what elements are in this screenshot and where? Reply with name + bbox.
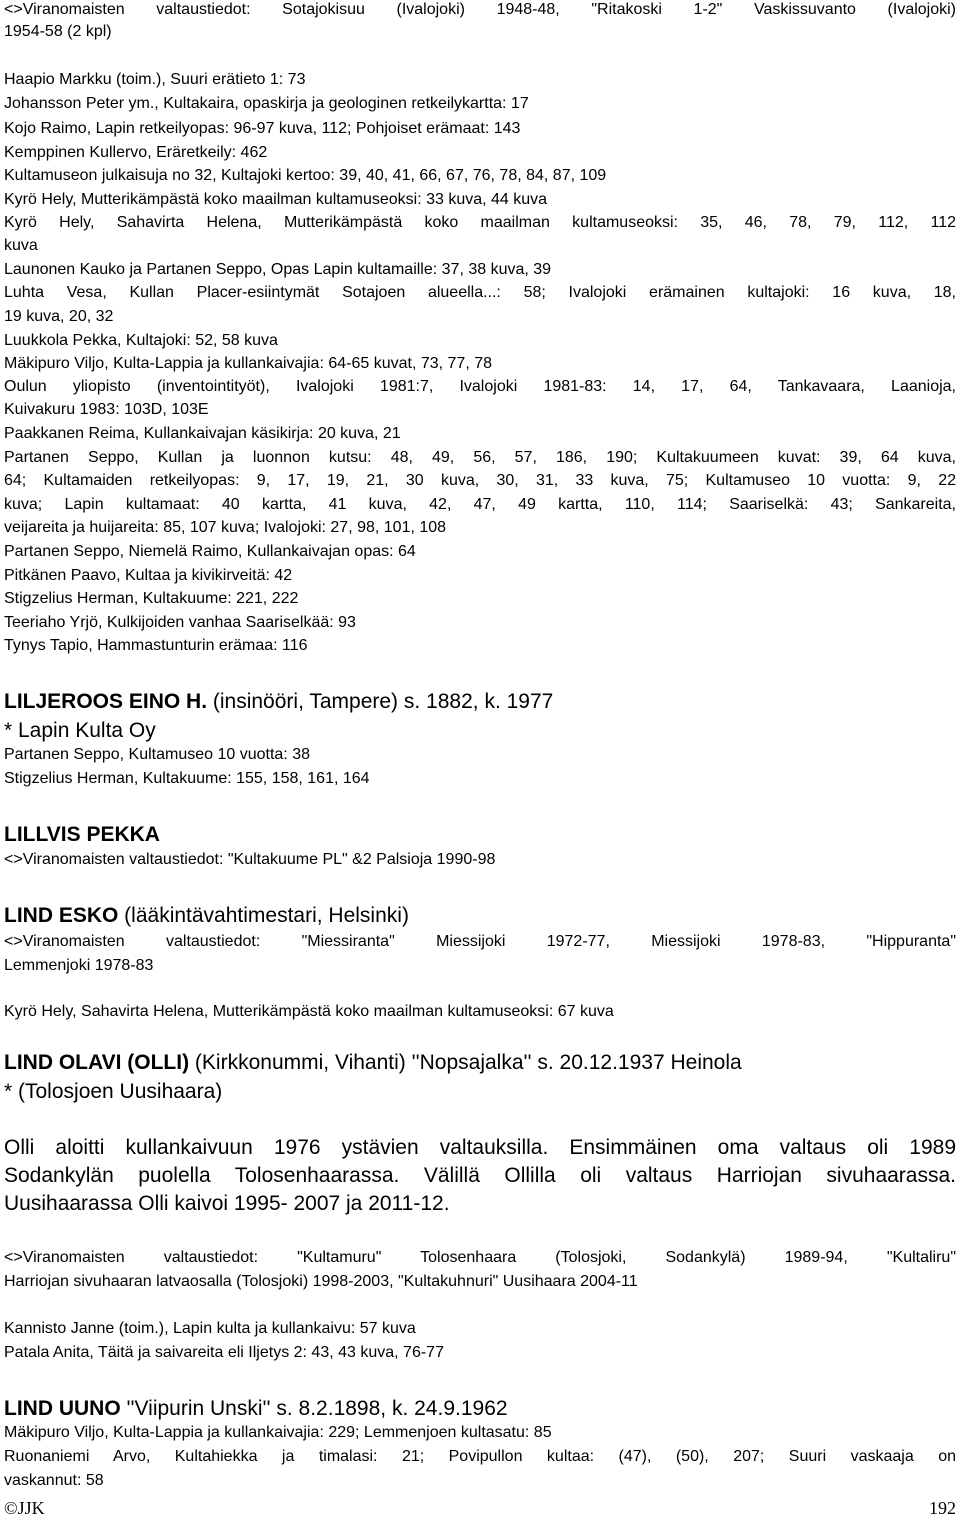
reference-line: Launonen Kauko ja Partanen Seppo, Opas Lapin kultamaille: 37, 38 kuva, 39 [4, 261, 552, 278]
reference-line: Luukkola Pekka, Kultajoki: 52, 58 kuva [4, 332, 278, 349]
reference-line: Harriojan sivuhaaran latvaosalla (Tolosjoki) 1998-2003, "Kultakuhnuri" Uusihaara 2004-11 [4, 1273, 638, 1290]
reference-line: Kyrö Hely, Sahavirta Helena, Mutterikämpästä koko maailman kultamuseoksi: 67 kuva [4, 1003, 614, 1020]
reference-line: <>Viranomaisten valtaustiedot: Sotajokisuu (Ivalojoki) 1948-48, "Ritakoski 1-2" Vaskissuvanto (Ivalojoki) [4, 1, 956, 18]
entry-details: ''Viipurin Unski'' s. 8.2.1898, k. 24.9.1962 [120, 1397, 508, 1420]
reference-line: Mäkipuro Viljo, Kulta-Lappia ja kullankaivajia: 229; Lemmenjoen kultasatu: 85 [4, 1424, 552, 1441]
reference-line: Luhta Vesa, Kullan Placer-esiintymät Sotajoen alueella...: 58; Ivalojoki erämainen kultajoki: 16 kuva, 18, [4, 284, 956, 301]
reference-line: Kannisto Janne (toim.), Lapin kulta ja kullankaivu: 57 kuva [4, 1320, 416, 1337]
reference-line: Kemppinen Kullervo, Eräretkeily: 462 [4, 144, 268, 161]
reference-line: <>Viranomaisten valtaustiedot: "Kultakuume PL" &2 Palsioja 1990-98 [4, 851, 496, 868]
reference-line: kuva; Lapin kultamaat: 40 kartta, 41 kuva, 42, 47, 49 kartta, 110, 114; Saariselkä: 43; Sankareita, [4, 496, 956, 513]
reference-line: Kuivakuru 1983: 103D, 103E [4, 401, 209, 418]
reference-line: Kultamuseon julkaisuja no 32, Kultajoki kertoo: 39, 40, 41, 66, 67, 76, 78, 84, 87, 109 [4, 167, 607, 184]
entry-subtitle: * (Tolosjoen Uusihaara) [4, 1080, 223, 1103]
reference-line: Partanen Seppo, Niemelä Raimo, Kullankaivajan opas: 64 [4, 543, 416, 560]
reference-line: Tynys Tapio, Hammastunturin erämaa: 116 [4, 637, 308, 654]
reference-line: Patala Anita, Täitä ja saivareita eli Iljetys 2: 43, 43 kuva, 76-77 [4, 1344, 444, 1361]
reference-line: Oulun yliopisto (inventointityöt), Ivalojoki 1981:7, Ivalojoki 1981-83: 14, 17, 64, Tankavaara, Laanioja, [4, 378, 956, 395]
entry-name: LIND ESKO [4, 904, 119, 927]
reference-line: Ruonaniemi Arvo, Kultahiekka ja timalasi: 21; Povipullon kultaa: (47), (50), 207; Suuri vaskaaja on [4, 1448, 956, 1465]
reference-line: <>Viranomaisten valtaustiedot: "Kultamuru" Tolosenhaara (Tolosjoki, Sodankylä) 1989-94, "Kultaliru" [4, 1249, 956, 1266]
entry-name: LIND UUNO [4, 1397, 121, 1420]
entry-details: (lääkintävahtimestari, Helsinki) [118, 904, 409, 927]
reference-line: <>Viranomaisten valtaustiedot: "Miessiranta" Miessijoki 1972-77, Miessijoki 1978-83, "Hippuranta" [4, 933, 956, 950]
reference-line: Mäkipuro Viljo, Kulta-Lappia ja kullankaivajia: 64-65 kuvat, 73, 77, 78 [4, 355, 492, 372]
reference-line: Partanen Seppo, Kullan ja luonnon kutsu: 48, 49, 56, 57, 186, 190; Kultakuumeen kuvat: 39, 64 kuva, [4, 449, 956, 466]
reference-line: 1954-58 (2 kpl) [4, 23, 112, 40]
reference-line: Kyrö Hely, Mutterikämpästä koko maailman kultamuseoksi: 33 kuva, 44 kuva [4, 191, 548, 208]
reference-line: vaskannut: 58 [4, 1472, 104, 1489]
reference-line: Teeriaho Yrjö, Kulkijoiden vanhaa Saariselkää: 93 [4, 614, 356, 631]
entry-details: (insinööri, Tampere) s. 1882, k. 1977 [207, 690, 554, 713]
reference-line: Stigzelius Herman, Kultakuume: 155, 158, 161, 164 [4, 770, 370, 787]
entry-paragraph-line: Olli aloitti kullankaivuun 1976 ystävien valtauksilla. Ensimmäinen oma valtaus oli 1989 [4, 1136, 956, 1159]
reference-line: Kojo Raimo, Lapin retkeilyopas: 96-97 kuva, 112; Pohjoiset erämaat: 143 [4, 120, 521, 137]
entry-paragraph-line: Uusihaarassa Olli kaivoi 1995- 2007 ja 2011-12. [4, 1192, 450, 1215]
entry-name: LILJEROOS EINO H. [4, 690, 208, 713]
reference-line: Paakkanen Reima, Kullankaivajan käsikirja: 20 kuva, 21 [4, 425, 401, 442]
reference-line: veijareita ja huijareita: 85, 107 kuva; Ivalojoki: 27, 98, 101, 108 [4, 519, 447, 536]
entry-heading [4, 903, 956, 929]
entry-heading [4, 1396, 956, 1422]
entry-heading [4, 1050, 956, 1076]
reference-line: Haapio Markku (toim.), Suuri erätieto 1: 73 [4, 71, 306, 88]
footer-copyright: ©JJK [4, 1498, 45, 1518]
reference-line: 64; Kultamaiden retkeilyopas: 9, 17, 19, 21, 30 kuva, 30, 31, 33 kuva, 75; Kultamuseo 10 vuotta: 9, 22 [4, 472, 956, 489]
reference-line: Stigzelius Herman, Kultakuume: 221, 222 [4, 590, 299, 607]
entry-subtitle: * Lapin Kulta Oy [4, 719, 156, 742]
entry-heading [4, 689, 956, 715]
entry-name: LILLVIS PEKKA [4, 823, 160, 846]
footer-page-number: 192 [929, 1498, 956, 1518]
entry-name: LIND OLAVI (OLLI) [4, 1051, 190, 1074]
reference-line: Pitkänen Paavo, Kultaa ja kivikirveitä: 42 [4, 567, 293, 584]
reference-line: Lemmenjoki 1978-83 [4, 957, 154, 974]
reference-line: 19 kuva, 20, 32 [4, 308, 114, 325]
reference-line: Johansson Peter ym., Kultakaira, opaskirja ja geologinen retkeilykartta: 17 [4, 95, 529, 112]
reference-line: Partanen Seppo, Kultamuseo 10 vuotta: 38 [4, 746, 310, 763]
entry-paragraph-line: Sodankylän puolella Tolosenhaarassa. Välillä Ollilla oli valtaus Harriojan sivuhaarassa. [4, 1164, 956, 1187]
reference-line: kuva [4, 237, 38, 254]
reference-line: Kyrö Hely, Sahavirta Helena, Mutterikämpästä koko maailman kultamuseoksi: 35, 46, 78, 79, 112, 112 [4, 214, 956, 231]
entry-heading [4, 822, 956, 848]
entry-details: (Kirkkonummi, Vihanti) ''Nopsajalka'' s. 20.12.1937 Heinola [189, 1051, 742, 1074]
